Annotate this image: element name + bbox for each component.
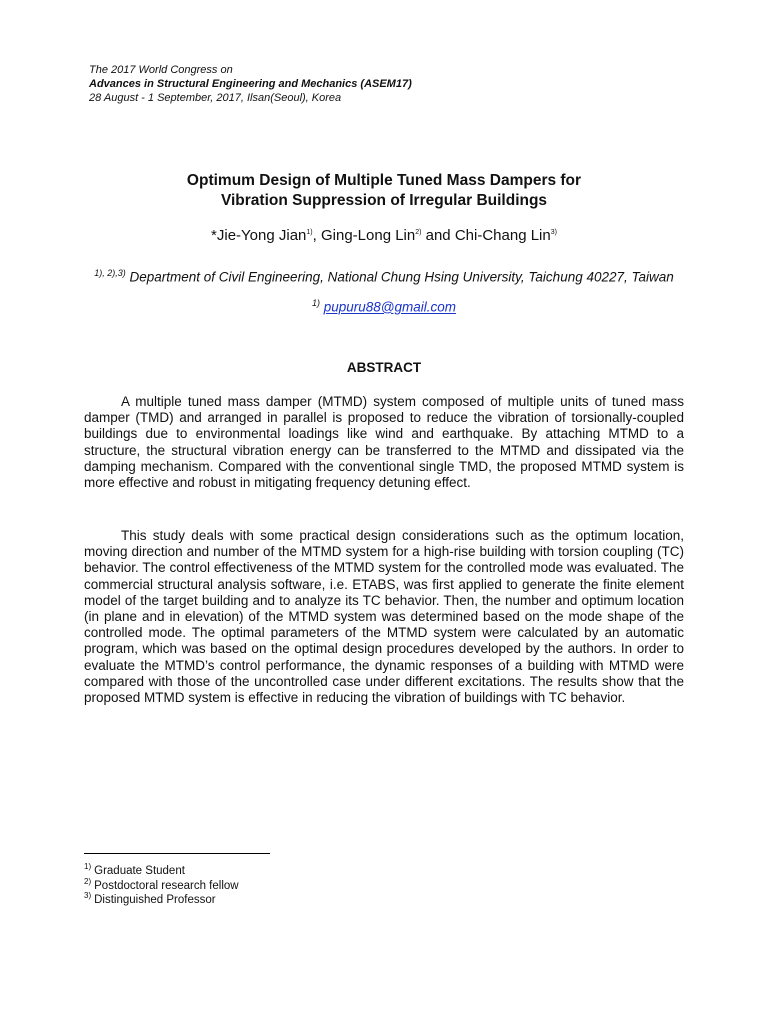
footnote-divider [84,853,270,854]
author-sep-1: , [312,227,321,244]
footnote-1-text: Graduate Student [94,864,185,877]
email-line [84,298,684,315]
author-3-sup: 3) [550,229,557,236]
author-2-sup: 2) [415,229,422,236]
affiliation-sup: 1), 2),3) [94,268,126,278]
abstract-paragraph-2: This study deals with some practical design considerations such as the optimum location, moving direction and number of the MTMD system for a high-rise building with torsion coupling (TC) behavior. The control effectiveness of the MTMD system for the controlled mode was evaluated. The commercial structural analysis software, i.e. ETABS, was first applied to generate the finite element model of the target building and to analyze its TC behavior. Then, the number and optimum location (in plane and in elevation) of the MTMD system was determined based on the mode shape of the controlled mode. The optimal parameters of the MTMD system were calculated by an automatic program, which was based on the optimal design procedures developed by the authors. In order to evaluate the MTMD’s control performance, the dynamic responses of a building with MTMD were compared with those of the uncontrolled case under different excitations. The results show that the proposed MTMD system is effective in reducing the vibration of buildings with TC behavior. [84,528,684,706]
abstract-paragraph-1: A multiple tuned mass damper (MTMD) system composed of multiple units of tuned mass damper (TMD) and arranged in parallel is proposed to reduce the vibration of torsionally-coupled buildings due to environmental loadings like wind and earthquake. By attaching MTMD to a structure, the structural vibration energy can be transferred to the MTMD and dissipated via the damping mechanism. Compared with the conventional single TMD, the proposed MTMD system is more effective and robust in mitigating frequency detuning effect. [84,394,684,491]
conference-header [89,63,412,105]
email-sup: 1) [311,298,320,308]
paper-title [84,171,684,211]
conference-name: Advances in Structural Engineering and Mechanics (ASEM17) [89,78,412,90]
title-line-2: Vibration Suppression of Irregular Buildings [220,192,548,209]
author-1-sup: 1) [306,229,313,236]
author-sep-2: and [421,227,455,244]
footnote-1-sup: 1) [84,862,92,871]
email-link[interactable]: pupuru88@gmail.com [323,299,457,315]
conference-line-1: The 2017 World Congress on [89,64,233,76]
author-1: *Jie-Yong Jian [211,227,307,244]
footnote-3 [84,889,216,907]
conference-dates: 28 August - 1 September, 2017, Ilsan(Seoul), Korea [89,92,342,104]
footnote-3-text: Distinguished Professor [94,893,216,906]
author-list [84,227,684,244]
footnote-2-sup: 2) [84,877,92,886]
footnote-3-sup: 3) [84,891,92,900]
footnote-2-text: Postdoctoral research fellow [94,879,239,892]
author-3: Chi-Chang Lin [454,227,551,244]
affiliation [84,264,684,287]
title-line-1: Optimum Design of Multiple Tuned Mass Dampers for [186,172,582,189]
abstract-heading: ABSTRACT [346,360,422,375]
author-2: Ging-Long Lin [320,227,416,244]
affiliation-text: Department of Civil Engineering, National Chung Hsing University, Taichung 40227, Taiwan [129,269,674,285]
